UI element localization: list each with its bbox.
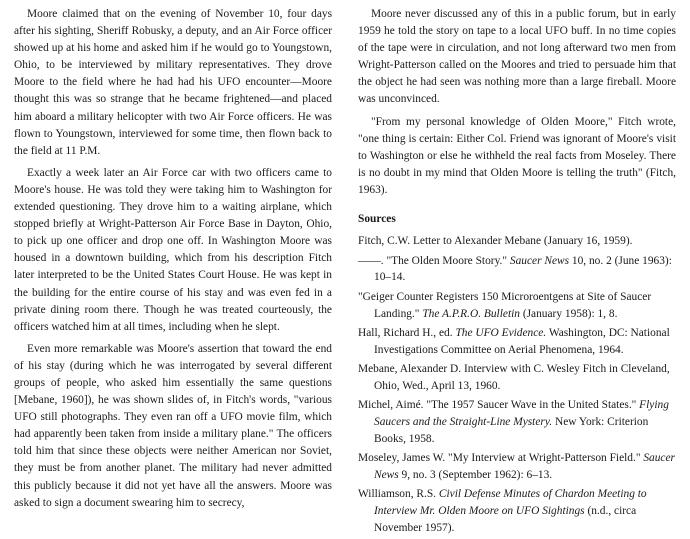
source-entry: Moseley, James W. "My Interview at Wright-Patterson Field." Saucer News 9, no. 3 (September 1962): 6–13. bbox=[358, 452, 675, 481]
source-entry: "Geiger Counter Registers 150 Microroentgens at Site of Saucer Landing." The A.P.R.O. Bulletin (January 1958): 1, 8. bbox=[358, 290, 652, 320]
paragraph-washington-trip: Exactly a week later an Air Force car with two officers came to Moore's house. He was told they were taking him to Washington for extended questioning. They drove him to a waiting airplane, which stopped briefly at Wright-Patterson Air Force Base in Dayton, Ohio, to pick up one officer and drop one off. In Washington Moore was housed in a downtown building, which from his description Fitch later interpreted to be the United States Court House. He was kept in the building for the entire course of his stay and was even fed in a private dining room there. Though he was treated courteously, the officers watched him at all times, including when he slept. bbox=[14, 166, 332, 333]
sources-heading: Sources bbox=[358, 213, 396, 226]
source-entry: Williamson, R.S. Civil Defense Minutes of Chardon Meeting to Interview Mr. Olden Moore on UFO Sightings (n.d., circa November 1957). bbox=[358, 488, 647, 534]
paragraph-helicopter-trip: Moore claimed that on the evening of November 10, four days after his sighting, Sheriff Robusky, a deputy, and an Air Force officer showed up at his home and asked him if he would go to Youngstown, Ohio, to be interviewed by military representatives. They drove Moore to the field where he had had his UFO encounter—Moore thought this was so strange that he became frightened—and placed him aboard a military helicopter with two Air Force officers. He was flown to Youngstown, interviewed for some time, then flown back to the field at 11 P.M. bbox=[14, 8, 332, 157]
source-entry: Hall, Richard H., ed. The UFO Evidence. Washington, DC: National Investigations Committee on Aerial Phenomena, 1964. bbox=[358, 327, 670, 356]
source-entry: Mebane, Alexander D. Interview with C. Wesley Fitch in Cleveland, Ohio, Wed., April 13, 1960. bbox=[358, 363, 670, 392]
right-column bbox=[358, 6, 676, 539]
paragraph-tape-story: Moore never discussed any of this in a public forum, but in early 1959 he told the story on tape to a local UFO buff. In no time copies of the tape were in circulation, and not long afterward two men from Wright-Patterson called on the Moores and tried to persuade him that the object he had seen was nothing more than a large fireball. Moore was unconvinced. bbox=[358, 8, 676, 106]
source-entry: Fitch, C.W. Letter to Alexander Mebane (January 16, 1959). bbox=[358, 235, 633, 248]
paragraph-ufo-films: Even more remarkable was Moore's assertion that toward the end of his stay (during which he was interrogated by several different groups of people, who asked him essentially the same questions [Mebane, 1960]), he was shown slides of, in Fitch's words, "various UFO still photographs. They even ran off a UFO movie film, which had apparently been taken from inside a military plane." The officers told him that since these objects were neither American nor Soviet, they must be from another planet. The military had never admitted this publicly because it did not yet have all the answers. Moore was asked to sign a document swearing him to secrecy, bbox=[14, 342, 332, 509]
sources-list bbox=[358, 233, 676, 536]
paragraph-fitch-quote: "From my personal knowledge of Olden Moore," Fitch wrote, "one thing is certain: Either Col. Friend was ignorant of Moore's visit to Washington or else he withheld the real facts from Moseley. There is no doubt in my mind that Olden Moore is telling the truth" (Fitch, 1963). bbox=[358, 115, 676, 196]
source-entry: ——. "The Olden Moore Story." Saucer News 10, no. 2 (June 1963): 10–14. bbox=[358, 254, 672, 284]
source-entry: Michel, Aimé. "The 1957 Saucer Wave in the United States." Flying Saucers and the Straight-Line Mystery. New York: Criterion Books, 1958. bbox=[358, 399, 669, 445]
left-column bbox=[14, 6, 332, 517]
